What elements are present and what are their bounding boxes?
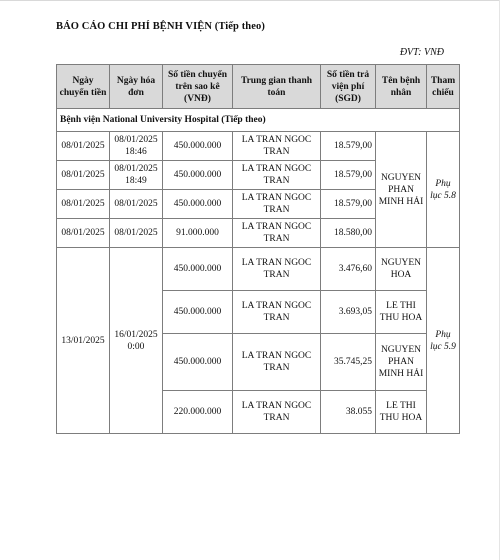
amount-vnd-cell: 450.000.000 xyxy=(163,291,233,334)
intermediary-cell: LA TRAN NGOC TRAN xyxy=(233,334,321,391)
invoice-date-cell: 08/01/2025 18:46 xyxy=(110,132,163,161)
patient-name-cell: LE THI THU HOA xyxy=(376,291,427,334)
invoice-date-cell: 08/01/2025 xyxy=(110,219,163,248)
amount-vnd-cell: 450.000.000 xyxy=(163,334,233,391)
header-reference: Tham chiếu xyxy=(427,65,460,109)
intermediary-cell: LA TRAN NGOC TRAN xyxy=(233,190,321,219)
amount-sgd-cell: 18.579,00 xyxy=(321,161,376,190)
transfer-date-cell: 08/01/2025 xyxy=(57,190,110,219)
report-title: BÁO CÁO CHI PHÍ BỆNH VIỆN (Tiếp theo) xyxy=(56,21,265,32)
page-edge-top xyxy=(0,0,500,1)
transfer-date-cell: 08/01/2025 xyxy=(57,161,110,190)
amount-sgd-cell: 35.745,25 xyxy=(321,334,376,391)
amount-vnd-cell: 450.000.000 xyxy=(163,132,233,161)
amount-vnd-cell: 91.000.000 xyxy=(163,219,233,248)
transfer-date-cell: 08/01/2025 xyxy=(57,219,110,248)
amount-sgd-cell: 3.693,05 xyxy=(321,291,376,334)
patient-name-cell: NGUYEN PHAN MINH HẢI xyxy=(376,132,427,248)
amount-vnd-cell: 220.000.000 xyxy=(163,391,233,434)
intermediary-cell: LA TRAN NGOC TRAN xyxy=(233,132,321,161)
table-row xyxy=(57,248,460,291)
amount-vnd-cell: 450.000.000 xyxy=(163,161,233,190)
table-header-row xyxy=(57,65,460,109)
header-intermediary: Trung gian thanh toán xyxy=(233,65,321,109)
invoice-date-cell: 16/01/2025 0:00 xyxy=(110,248,163,434)
intermediary-cell: LA TRAN NGOC TRAN xyxy=(233,391,321,434)
intermediary-cell: LA TRAN NGOC TRAN xyxy=(233,291,321,334)
reference-cell: Phụ lục 5.9 xyxy=(427,248,460,434)
amount-vnd-cell: 450.000.000 xyxy=(163,248,233,291)
header-transfer-date: Ngày chuyển tiền xyxy=(57,65,110,109)
amount-sgd-cell: 18.579,00 xyxy=(321,132,376,161)
header-patient-name: Tên bệnh nhân xyxy=(376,65,427,109)
header-amount-sgd: Số tiền trả viện phí (SGD) xyxy=(321,65,376,109)
amount-sgd-cell: 38.055 xyxy=(321,391,376,434)
amount-sgd-cell: 3.476,60 xyxy=(321,248,376,291)
amount-sgd-cell: 18.580,00 xyxy=(321,219,376,248)
patient-name-cell: NGUYEN PHAN MINH HẢI xyxy=(376,334,427,391)
section-row xyxy=(57,109,460,132)
transfer-date-cell: 13/01/2025 xyxy=(57,248,110,434)
reference-cell: Phụ lục 5.8 xyxy=(427,132,460,248)
header-invoice-date: Ngày hóa đơn xyxy=(110,65,163,109)
patient-name-cell: LE THI THU HOA xyxy=(376,391,427,434)
amount-sgd-cell: 18.579,00 xyxy=(321,190,376,219)
hospital-section-title: Bệnh viện National University Hospital (Tiếp theo) xyxy=(57,109,460,132)
currency-unit-label: ĐVT: VNĐ xyxy=(399,47,444,58)
intermediary-cell: LA TRAN NGOC TRAN xyxy=(233,219,321,248)
table-row xyxy=(57,132,460,161)
hospital-expense-table xyxy=(56,64,460,434)
intermediary-cell: LA TRAN NGOC TRAN xyxy=(233,248,321,291)
patient-name-cell: NGUYEN HOA xyxy=(376,248,427,291)
intermediary-cell: LA TRAN NGOC TRAN xyxy=(233,161,321,190)
transfer-date-cell: 08/01/2025 xyxy=(57,132,110,161)
header-amount-vnd: Số tiền chuyển trên sao kê (VNĐ) xyxy=(163,65,233,109)
amount-vnd-cell: 450.000.000 xyxy=(163,190,233,219)
invoice-date-cell: 08/01/2025 18:49 xyxy=(110,161,163,190)
invoice-date-cell: 08/01/2025 xyxy=(110,190,163,219)
